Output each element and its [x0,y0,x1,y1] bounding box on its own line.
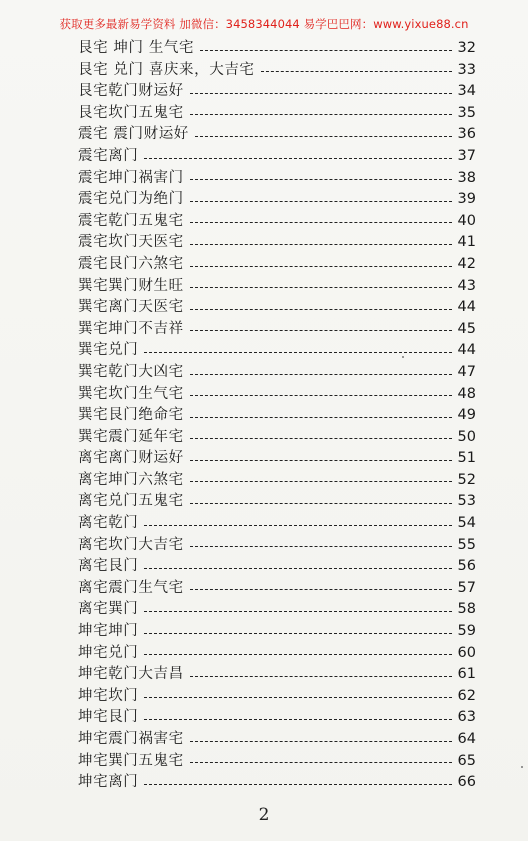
toc-entry-page: 43 [457,277,476,294]
toc-dash-leader [190,417,452,418]
toc-entry [78,535,476,557]
toc-entry-title: 离宅艮门 [78,558,139,575]
toc-entry [78,772,476,794]
toc-entry-page: 52 [457,471,476,488]
toc-dash-leader [144,611,452,612]
toc-entry-title: 震宅坎门天医宅 [78,234,184,251]
toc-entry-page: 61 [457,666,476,683]
toc-entry-title: 震宅艮门六煞宅 [78,255,184,272]
toc-entry-title: 巽宅乾门大凶宅 [78,363,184,380]
toc-entry [78,168,476,190]
toc-dash-leader [190,676,452,677]
toc-entry-page: 57 [457,579,476,596]
toc-entry-title: 离宅兑门五鬼宅 [78,493,184,510]
toc-entry [78,38,476,60]
toc-entry-page: 41 [457,234,476,251]
toc-entry [78,232,476,254]
toc-entry [78,405,476,427]
toc-dash-leader [190,114,452,115]
toc-entry [78,146,476,168]
toc-entry-title: 震宅离门 [78,147,139,164]
toc-dash-leader [190,309,452,310]
toc-dash-leader [190,546,452,547]
toc-entry-title: 坤宅坎门 [78,687,139,704]
toc-entry-page: 39 [457,191,476,208]
toc-entry [78,686,476,708]
toc-entry-page: 49 [457,407,476,424]
promo-header: 获取更多最新易学资料 加微信：3458344044 易学巴巴网：www.yixue88.cn [59,17,469,31]
toc-dash-leader [190,287,452,288]
toc-entry-page: 64 [457,731,476,747]
toc-entry [78,362,476,384]
toc-entry-page: 37 [457,147,476,164]
toc-dash-leader [144,568,452,569]
toc-entry [78,384,476,406]
toc-dash-leader [190,741,452,742]
toc-entry-page: 60 [457,644,476,661]
toc-entry-title: 巽宅离门天医宅 [78,299,184,316]
toc-entry [78,60,476,82]
toc-entry [78,556,476,578]
toc-dash-leader [144,719,452,720]
toc-entry [78,707,476,729]
toc-dash-leader [190,481,452,482]
scan-speck [521,766,523,768]
table-of-contents [78,38,476,794]
toc-entry-page: 38 [457,169,476,186]
toc-entry-title: 坤宅乾门大吉昌 [78,666,184,683]
toc-entry [78,124,476,146]
toc-entry-page: 56 [457,558,476,575]
toc-entry [78,276,476,298]
page-number: 2 [258,805,270,825]
toc-entry-page: 32 [457,40,476,56]
toc-dash-leader [144,697,452,698]
toc-dash-leader [190,374,452,375]
toc-entry-title: 离宅巽门 [78,601,139,618]
toc-dash-leader [144,633,452,634]
toc-entry [78,448,476,470]
toc-dash-leader [190,244,452,245]
toc-entry-title: 巽宅巽门财生旺 [78,277,184,294]
toc-entry-title: 坤宅兑门 [78,644,139,661]
toc-entry [78,599,476,621]
toc-dash-leader [190,438,452,439]
toc-entry-title: 巽宅坎门生气宅 [78,385,184,402]
toc-entry-page: 35 [457,104,476,121]
toc-entry [78,211,476,233]
toc-dash-leader [200,50,452,51]
toc-entry [78,513,476,535]
toc-entry-page: 45 [457,320,476,337]
toc-entry-page: 48 [457,385,476,402]
toc-entry-page: 59 [457,623,476,640]
toc-dash-leader [144,784,452,785]
toc-entry-title: 离宅震门生气宅 [78,579,184,596]
toc-dash-leader [144,158,452,159]
toc-entry-page: 54 [457,515,476,532]
toc-entry [78,189,476,211]
toc-dash-leader [190,503,452,504]
toc-entry-page: 42 [457,255,476,272]
toc-dash-leader [190,762,452,763]
toc-entry-title: 震宅乾门五鬼宅 [78,212,184,229]
toc-entry-title: 巽宅兑门 [78,342,139,359]
toc-entry [78,103,476,125]
toc-dash-leader [195,136,452,137]
toc-dash-leader [190,266,452,267]
toc-entry-page: 65 [457,752,476,769]
toc-dash-leader [144,654,452,655]
toc-entry-title: 艮宅 坤门 生气宅 [78,40,195,56]
toc-entry-page: 33 [457,61,476,78]
toc-dash-leader [144,525,452,526]
toc-entry-title: 艮宅乾门财运好 [78,83,184,100]
toc-entry-title: 坤宅坤门 [78,623,139,640]
toc-dash-leader [190,179,452,180]
toc-entry-title: 艮宅坎门五鬼宅 [78,104,184,121]
toc-entry-page: 44 [457,342,476,359]
toc-dash-leader [190,222,452,223]
toc-entry [78,470,476,492]
toc-dash-leader [261,71,452,72]
toc-entry-page: 55 [457,536,476,553]
scan-speck [402,356,404,358]
toc-entry [78,427,476,449]
toc-dash-leader [190,201,452,202]
toc-entry-title: 坤宅震门祸害宅 [78,731,184,747]
toc-entry-page: 47 [457,363,476,380]
toc-entry-page: 51 [457,450,476,467]
toc-entry-title: 震宅 震门财运好 [78,126,189,143]
toc-entry-title: 离宅乾门 [78,515,139,532]
toc-dash-leader [144,352,452,353]
toc-entry [78,491,476,513]
toc-entry-page: 36 [457,126,476,143]
toc-entry-page: 66 [457,774,476,791]
toc-entry-title: 艮宅 兑门 喜庆来，大吉宅 [78,61,255,78]
toc-entry-title: 震宅兑门为绝门 [78,191,184,208]
toc-entry-title: 坤宅离门 [78,774,139,791]
toc-entry [78,621,476,643]
toc-entry-page: 40 [457,212,476,229]
toc-entry-page: 63 [457,709,476,726]
toc-entry [78,340,476,362]
toc-entry-page: 44 [457,299,476,316]
toc-entry-title: 离宅坎门大吉宅 [78,536,184,553]
toc-dash-leader [190,589,452,590]
toc-entry [78,643,476,665]
toc-entry-title: 离宅坤门六煞宅 [78,471,184,488]
toc-entry [78,81,476,103]
toc-entry [78,297,476,319]
toc-dash-leader [190,395,452,396]
toc-entry-title: 震宅坤门祸害门 [78,169,184,186]
toc-entry-page: 53 [457,493,476,510]
toc-entry-title: 巽宅艮门绝命宅 [78,407,184,424]
toc-dash-leader [190,460,452,461]
toc-entry [78,254,476,276]
toc-entry-title: 坤宅艮门 [78,709,139,726]
toc-entry [78,664,476,686]
toc-dash-leader [190,330,452,331]
toc-entry-page: 58 [457,601,476,618]
toc-entry [78,319,476,341]
toc-entry-title: 离宅离门财运好 [78,450,184,467]
toc-entry-title: 巽宅坤门不吉祥 [78,320,184,337]
toc-entry-page: 62 [457,687,476,704]
toc-entry-title: 巽宅震门延年宅 [78,428,184,445]
toc-entry [78,751,476,773]
toc-entry [78,578,476,600]
toc-entry [78,729,476,751]
toc-entry-page: 34 [457,83,476,100]
toc-entry-title: 坤宅巽门五鬼宅 [78,752,184,769]
toc-dash-leader [190,93,452,94]
toc-entry-page: 50 [457,428,476,445]
